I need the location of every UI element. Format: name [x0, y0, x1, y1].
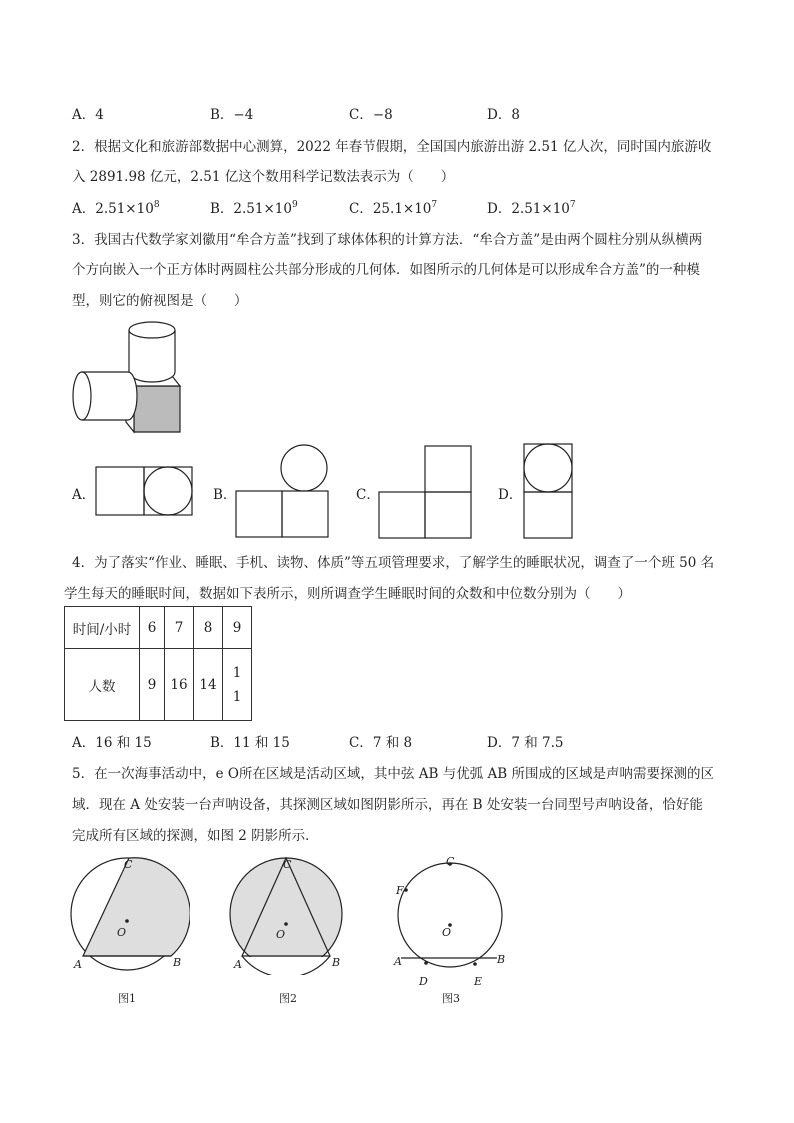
fig2-label-b: B: [332, 956, 341, 969]
circle-figure-3: [389, 860, 513, 980]
table-cell: 7: [165, 607, 194, 649]
circle-figure-1: [66, 855, 190, 975]
fig3-label-e: E: [474, 975, 483, 988]
fig3-caption: 图3: [442, 992, 460, 1005]
table-cell: 1 1: [223, 649, 252, 721]
q1-option-d: D．8: [487, 107, 520, 123]
q4-option-d: D．7 和 7.5: [487, 735, 564, 751]
table-header-cell: 时间/小时: [65, 607, 140, 649]
q4-option-c: C．7 和 8: [349, 735, 413, 751]
fig3-label-d: D: [419, 975, 428, 988]
q3-text-line2: 个方向嵌入一个正方体时两圆柱公共部分形成的几何体．如图所示的几何体是可以形成牟合方盖”的一种模: [72, 262, 700, 278]
q2-text-line2: 入 2891.98 亿元，2.51 亿这个数用科学记数法表示为（ ）: [72, 169, 455, 185]
fig2-label-o: O: [276, 928, 286, 941]
table-cell: 8: [194, 607, 223, 649]
table-row: [65, 649, 252, 721]
q2-option-c: C．$25.1\times 10^7$: [349, 200, 438, 217]
q2-option-d: D．$2.51\times 10^7$: [487, 200, 576, 217]
fig1-label-c: C: [124, 858, 133, 871]
fig3-label-b: B: [497, 953, 506, 966]
fig1-caption: 图1: [118, 992, 136, 1005]
q3-option-d-label: D．: [498, 487, 523, 503]
q1-option-a: A．4: [72, 107, 104, 123]
point-f: [404, 888, 408, 892]
center-point: [125, 919, 129, 923]
q2-text-line1: 2．根据文化和旅游部数据中心测算，2022 年春节假期，全国国内旅游出游 2.51 亿人次，同时国内旅游收: [72, 139, 712, 155]
q3-text-line1: 3．我国古代数学家刘徽用“牟合方盖”找到了球体体积的计算方法．“牟合方盖”是由两个圆柱分别从纵横两: [72, 232, 703, 248]
q3-option-d-figure: [523, 443, 575, 541]
point-d: [424, 961, 428, 965]
q3-option-b-label: B．: [213, 487, 237, 503]
fig1-label-o: O: [117, 926, 127, 939]
q5-text-line2: 域．现在 A 处安装一台声呐设备，其探测区域如图阴影所示，再在 B 处安装一台同型号声呐设备，恰好能: [72, 797, 703, 813]
cube-front-face: [134, 386, 180, 432]
q4-option-a: A．16 和 15: [72, 735, 152, 751]
fig1-label-b: B: [173, 956, 182, 969]
center-point: [284, 922, 288, 926]
table-cell: 9: [223, 607, 252, 649]
q4-text-line2: 学生每天的睡眠时间，数据如下表所示，则所调查学生睡眠时间的众数和中位数分别为（ ）: [64, 586, 631, 602]
fig3-label-c: C: [446, 855, 455, 868]
horizontal-cylinder-end: [73, 372, 91, 420]
sleep-time-table: [64, 606, 252, 721]
fig1-label-a: A: [74, 958, 82, 971]
q2-option-a: A．$2.51\times 10^8$: [72, 200, 160, 217]
shaded-region-full: [230, 858, 342, 970]
table-cell: 14: [194, 649, 223, 721]
q2-option-b: B．$2.51\times 10^9$: [210, 200, 298, 217]
q3-text-line3: 型，则它的俯视图是（ ）: [72, 293, 248, 309]
q1-option-c: C．−8: [349, 107, 393, 123]
q5-text-line1: 5．在一次海事活动中，e O所在区域是活动区域，其中弦 AB 与优弧 AB 所围成的区域是声呐需要探测的区: [72, 766, 714, 782]
q4-option-b: B．11 和 15: [210, 735, 290, 751]
table-cell: 6: [140, 607, 165, 649]
table-cell: 16: [165, 649, 194, 721]
fig2-label-c: C: [283, 858, 292, 871]
q5-text-line3: 完成所有区域的探测，如图 2 阴影所示．: [72, 828, 319, 844]
q3-option-c-figure: [378, 445, 474, 541]
circle-figure-2: [225, 855, 349, 975]
q3-option-b-figure: [235, 444, 331, 540]
q3-option-a-figure: [95, 466, 195, 518]
fig3-label-o: O: [442, 926, 452, 939]
q3-option-c-label: C．: [356, 487, 380, 503]
fig2-label-a: A: [234, 958, 242, 971]
point-e: [473, 962, 477, 966]
table-cell: 9: [140, 649, 165, 721]
vertical-cylinder-top: [129, 322, 175, 338]
table-header-cell: 人数: [65, 649, 140, 721]
q3-solid-figure: [68, 320, 188, 435]
fig3-label-f: F: [396, 884, 404, 897]
fig2-caption: 图2: [279, 992, 297, 1005]
q3-option-a-label: A．: [72, 487, 96, 503]
fig3-label-a: A: [394, 955, 402, 968]
table-row: [65, 607, 252, 649]
q4-text-line1: 4．为了落实“作业、睡眠、手机、读物、体质”等五项管理要求，了解学生的睡眠状况，调查了一个班 50 名: [72, 555, 715, 571]
q1-option-b: B．−4: [210, 107, 254, 123]
